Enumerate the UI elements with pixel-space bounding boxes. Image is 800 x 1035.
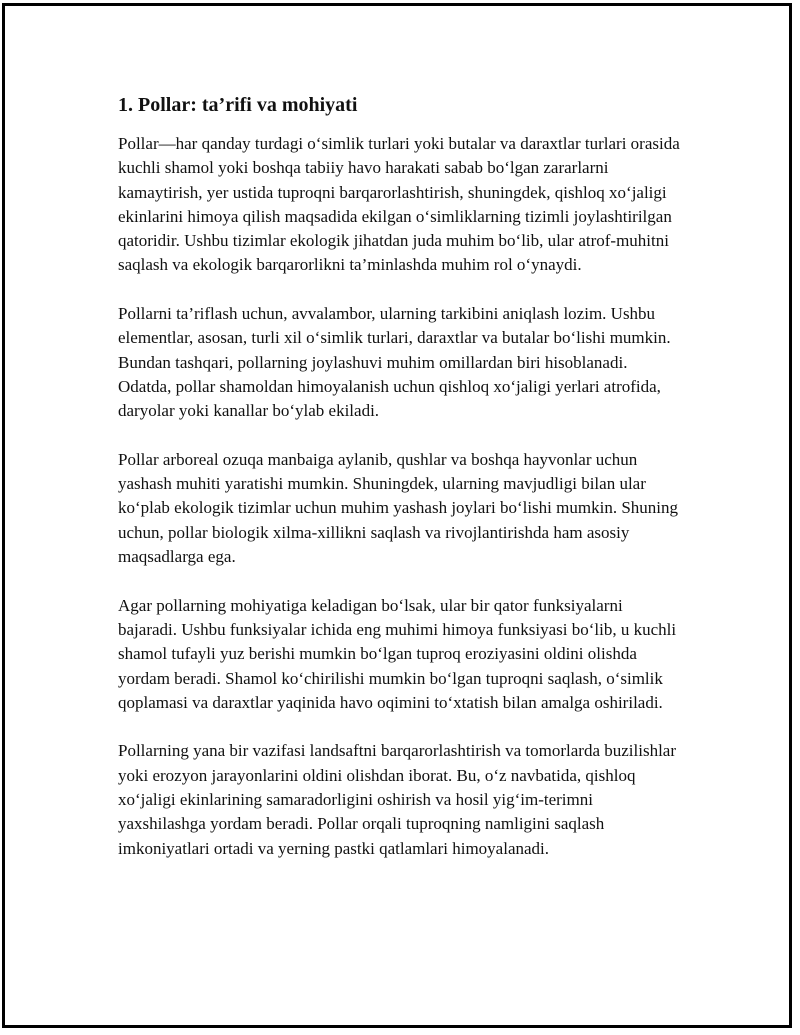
paragraph-5: Pollarning yana bir vazifasi landsaftni barqarorlashtirish va tomorlarda buzilishlar yoki erozyon jarayonlarini oldini olishdan iborat. Bu, o‘z navbatida, qishloq xo‘jaligi ekinlarining samaradorligini oshirish va hosil yig‘im-terimni yaxshilashga yordam beradi. Pollar orqali tuproqning namligini saqlash imkoniyatlari ortadi va yerning pastki qatlamlari himoyalanadi. bbox=[118, 741, 676, 858]
paragraph-1: Pollar—har qanday turdagi o‘simlik turlari yoki butalar va daraxtlar turlari orasida kuchli shamol yoki boshqa tabiiy havo harakati sabab bo‘lgan zararlarni kamaytirish, yer ustida tuproqni barqarorlashtirish, shuningdek, qishloq xo‘jaligi ekinlarini himoya qilish maqsadida ekilgan o‘simliklarning tizimli joylashtirilgan qatoridir. Ushbu tizimlar ekologik jihatdan juda muhim bo‘lib, ular atrof-muhitni saqlash va ekologik barqarorlikni ta’minlashda muhim rol o‘ynaydi. bbox=[118, 134, 680, 275]
document-body bbox=[118, 92, 683, 861]
paragraph-2: Pollarni ta’riflash uchun, avvalambor, ularning tarkibini aniqlash lozim. Ushbu elementlar, asosan, turli xil o‘simlik turlari, daraxtlar va butalar bo‘lishi mumkin. Bundan tashqari, pollarning joylashuvi muhim omillardan biri hisoblanadi. Odatda, pollar shamoldan himoyalanish uchun qishloq xo‘jaligi yerlari atrofida, daryolar yoki kanallar bo‘ylab ekiladi. bbox=[118, 304, 671, 421]
paragraph-4: Agar pollarning mohiyatiga keladigan bo‘lsak, ular bir qator funksiyalarni bajaradi. Ushbu funksiyalar ichida eng muhimi himoya funksiyasi bo‘lib, u kuchli shamol tufayli yuz berishi mumkin bo‘lgan tuproq eroziyasini oldini olishda yordam beradi. Shamol ko‘chirilishi mumkin bo‘lgan tuproqni saqlash, o‘simlik qoplamasi va daraxtlar yaqinida havo oqimini to‘xtatish bilan amalga oshiriladi. bbox=[118, 595, 677, 712]
section-heading: 1. Pollar: ta’rifi va mohiyati bbox=[118, 94, 358, 116]
paragraph-3: Pollar arboreal ozuqa manbaiga aylanib, qushlar va boshqa hayvonlar uchun yashash muhiti yaratishi mumkin. Shuningdek, ularning mavjudligi bilan ular ko‘plab ekologik tizimlar uchun muhim yashash joylari bo‘lishi mumkin. Shuning uchun, pollar biologik xilma-xillikni saqlash va rivojlantirishda ham asosiy maqsadlarga ega. bbox=[118, 449, 678, 567]
